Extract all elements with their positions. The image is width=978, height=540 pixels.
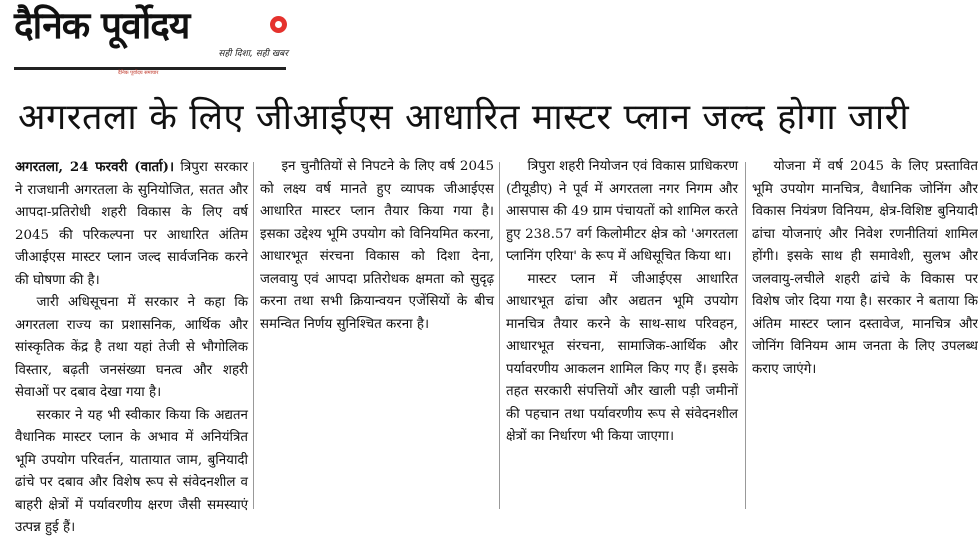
article-column-2 bbox=[260, 156, 494, 509]
article-paragraph: इन चुनौतियों से निपटने के लिए वर्ष 2045 को लक्ष्य वर्ष मानते हुए व्यापक जीआईएस आधारित मास्टर प्लान तैयार किया गया है। इसका उद्देश्य भूमि उपयोग को विनियमित करना, आधारभूत संरचना विकास को दिशा देना, जलवायु एवं आपदा प्रतिरोधक क्षमता को सुदृढ़ करना तथा सभी क्रियान्वयन एजेंसियों के बीच समन्वित निर्णय सुनिश्चित करना है। bbox=[260, 159, 494, 332]
article-body bbox=[15, 156, 248, 540]
article-paragraph: सरकार ने यह भी स्वीकार किया कि अद्यतन वैधानिक मास्टर प्लान के अभाव में अनियंत्रित भूमि उपयोग परिवर्तन, यातायात जाम, बुनियादी ढांचे पर दबाव और विशेष रूप से संवेदनशील व बाहरी क्षेत्रों में पर्यावरणीय क्षरण जैसी समस्याएं उत्पन्न हुई हैं। bbox=[15, 407, 248, 535]
logo-dot-icon bbox=[270, 16, 287, 33]
article-paragraph-lead: अगरतला, 24 फरवरी (वार्ता)। त्रिपुरा सरकार ने राजधानी अगरतला के सुनियोजित, सतत और आपदा-प्रतिरोधी शहरी विकास के लिए वर्ष 2045 की परिकल्पना पर आधारित अंतिम जीआईएस मास्टर प्लान जल्द सार्वजनिक करने की घोषणा की है। bbox=[15, 159, 248, 288]
article-column-1 bbox=[15, 156, 248, 535]
article-headline: अगरतला के लिए जीआईएस आधारित मास्टर प्लान जल्द होगा जारी bbox=[18, 97, 910, 138]
article-column-3 bbox=[506, 156, 738, 509]
article-paragraph: मास्टर प्लान में जीआईएस आधारित आधारभूत ढांचा और अद्यतन भूमि उपयोग मानचित्र तैयार करने के साथ-साथ परिवहन, आधारभूत संरचना, सामाजिक-आर्थिक और पर्यावरणीय आकलन शामिल किए गए हैं। इसके तहत सरकारी संपत्तियों और खाली पड़ी जमीनों की पहचान तथा पर्यावरणीय रूप से संवेदनशील क्षेत्रों का निर्धारण भी किया जाएगा। bbox=[506, 271, 738, 444]
masthead-tagline: सही दिशा, सही खबर bbox=[218, 49, 288, 59]
article-paragraph: योजना में वर्ष 2045 के लिए प्रस्तावित भूमि उपयोग मानचित्र, वैधानिक जोनिंग और विकास नियंत्रण विनियम, क्षेत्र-विशिष्ट बुनियादी ढांचा योजनाएं और निवेश रणनीतियां शामिल होंगी। इसके साथ ही समावेशी, सुलभ और जलवायु-लचीले शहरी ढांचे के विकास पर विशेष जोर दिया गया है। सरकार ने बताया कि अंतिम मास्टर प्लान दस्तावेज, मानचित्र और जोनिंग विनियम आम जनता के लिए उपलब्ध कराए जाएंगे। bbox=[752, 159, 978, 377]
article-paragraph: जारी अधिसूचना में सरकार ने कहा कि अगरतला राज्य का प्रशासनिक, आर्थिक और सांस्कृतिक केंद्र है तथा यहां तेजी से भौगोलिक विस्तार, बढ़ती जनसंख्या घनत्व और शहरी सेवाओं पर दबाव देखा गया है। bbox=[15, 295, 248, 400]
masthead-rule-text: दैनिक पूर्वोदय समाचार bbox=[118, 70, 159, 76]
column-divider bbox=[745, 162, 746, 509]
article-paragraph: त्रिपुरा शहरी नियोजन एवं विकास प्राधिकरण (टीयूडीए) ने पूर्व में अगरतला नगर निगम और आसपास की 49 ग्राम पंचायतों को शामिल करते हुए 238.57 वर्ग किलोमीटर क्षेत्र को 'अगरतला प्लानिंग एरिया' के रूप में अधिसूचित किया था। bbox=[506, 159, 738, 264]
column-divider bbox=[253, 162, 254, 509]
article-dateline: अगरतला, 24 फरवरी (वार्ता)। bbox=[15, 159, 175, 175]
column-divider bbox=[499, 162, 500, 509]
article-column-4 bbox=[752, 156, 978, 509]
masthead bbox=[14, 4, 288, 76]
newspaper-logo: दैनिक पूर्वोदय bbox=[14, 4, 190, 47]
